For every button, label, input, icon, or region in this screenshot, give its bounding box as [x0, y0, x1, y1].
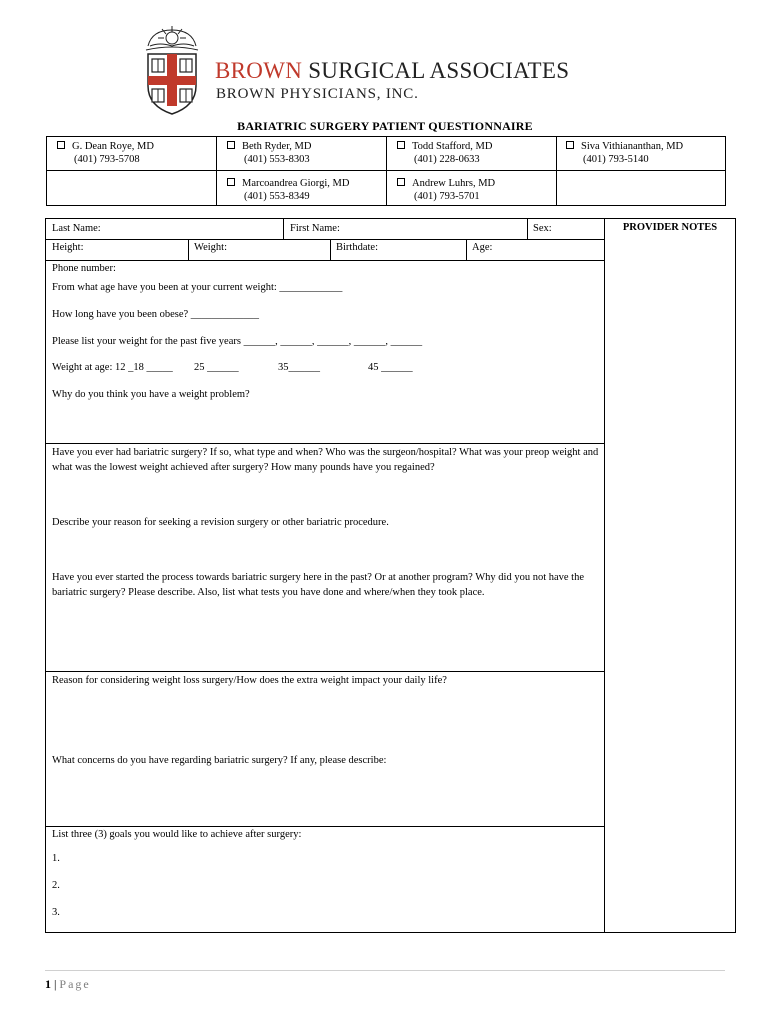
physician-phone: (401) 793-5708 — [74, 154, 140, 165]
birthdate-field[interactable]: Birthdate: — [336, 242, 378, 253]
weight-at-age-45[interactable]: 45 ______ — [368, 362, 413, 373]
divider — [46, 260, 604, 261]
question-why-weight-problem[interactable]: Why do you think you have a weight problem? — [52, 389, 250, 400]
physician-phone: (401) 228-0633 — [414, 154, 480, 165]
question-current-weight-age[interactable]: From what age have you been at your current weight: ____________ — [52, 282, 343, 293]
divider — [46, 671, 604, 672]
question-concerns[interactable]: What concerns do you have regarding bariatric surgery? If any, please describe: — [52, 755, 387, 766]
physician-table — [46, 136, 726, 206]
physician-cell-empty — [557, 171, 725, 205]
brand-name — [215, 58, 569, 84]
brand-surgical-associates: SURGICAL ASSOCIATES — [308, 58, 570, 83]
physician-phone: (401) 793-5701 — [414, 191, 480, 202]
footer-separator: | — [54, 977, 57, 991]
physician-name: Beth Ryder, MD — [242, 141, 312, 152]
divider — [330, 239, 331, 260]
physician-name: Siva Vithiananthan, MD — [581, 141, 684, 152]
provider-notes-title: PROVIDER NOTES — [622, 222, 718, 233]
goal-1-field[interactable]: 1. — [52, 853, 60, 864]
question-started-process[interactable]: Have you ever started the process towards bariatric surgery here in the past? Or at another program? Why did you not have the bariatric surgery? Please describe. Also, list what tests you have done and where/when they took place. — [52, 572, 585, 598]
goal-2-field[interactable]: 2. — [52, 880, 60, 891]
weight-at-age-25[interactable]: 25 ______ — [194, 362, 239, 373]
physician-name: Andrew Luhrs, MD — [412, 178, 496, 189]
question-prior-bariatric-surgery[interactable]: Have you ever had bariatric surgery? If so, what type and when? Who was the surgeon/hospital? What was your preop weight and what was the lowest weight achieved after surgery? How many pounds have you regained? — [52, 447, 599, 473]
questionnaire-form — [45, 218, 605, 933]
sex-field[interactable]: Sex: — [533, 223, 552, 234]
age-field[interactable]: Age: — [472, 242, 493, 253]
physician-option[interactable] — [397, 140, 492, 166]
divider — [46, 443, 604, 444]
checkbox[interactable] — [57, 141, 65, 149]
question-revision-reason[interactable]: Describe your reason for seeking a revision surgery or other bariatric procedure. — [52, 517, 389, 528]
page-label: Page — [59, 977, 91, 991]
goal-3-field[interactable]: 3. — [52, 907, 60, 918]
physician-option[interactable] — [397, 177, 495, 203]
document-title: BARIATRIC SURGERY PATIENT QUESTIONNAIRE — [237, 119, 533, 133]
physician-name: G. Dean Roye, MD — [72, 141, 154, 152]
physician-option[interactable] — [566, 140, 683, 166]
physician-option[interactable] — [57, 140, 154, 166]
question-three-goals[interactable]: List three (3) goals you would like to achieve after surgery: — [52, 829, 302, 840]
physician-phone: (401) 553-8303 — [244, 154, 310, 165]
phone-number-field[interactable]: Phone number: — [52, 263, 116, 274]
page-footer — [45, 977, 91, 992]
checkbox[interactable] — [227, 141, 235, 149]
first-name-field[interactable]: First Name: — [290, 223, 340, 234]
height-field[interactable]: Height: — [52, 242, 84, 253]
brown-shield-logo — [140, 24, 204, 116]
brand-brown: BROWN — [215, 58, 303, 83]
checkbox[interactable] — [397, 141, 405, 149]
checkbox[interactable] — [227, 178, 235, 186]
physician-phone: (401) 793-5140 — [583, 154, 649, 165]
weight-at-age-35[interactable]: 35______ — [278, 362, 320, 373]
brand-subtitle: BROWN PHYSICIANS, INC. — [216, 86, 419, 102]
question-five-year-weights[interactable]: Please list your weight for the past five years ______, ______, ______, ______, ______ — [52, 336, 423, 347]
divider — [466, 239, 467, 260]
physician-cell-empty — [47, 171, 217, 205]
question-how-long-obese[interactable]: How long have you been obese? _____________ — [52, 309, 260, 320]
provider-notes-panel[interactable] — [605, 218, 736, 933]
physician-option[interactable] — [227, 177, 349, 203]
question-reason-weight-loss-surgery[interactable]: Reason for considering weight loss surgery/How does the extra weight impact your daily life? — [52, 675, 447, 686]
physician-name: Marcoandrea Giorgi, MD — [242, 178, 350, 189]
last-name-field[interactable]: Last Name: — [52, 223, 101, 234]
footer-divider — [45, 970, 725, 971]
weight-field[interactable]: Weight: — [194, 242, 227, 253]
divider — [527, 219, 528, 239]
divider — [188, 239, 189, 260]
divider — [46, 239, 604, 240]
weight-at-age-12-18[interactable]: Weight at age: 12 _18 _____ — [52, 362, 173, 373]
physician-phone: (401) 553-8349 — [244, 191, 310, 202]
checkbox[interactable] — [566, 141, 574, 149]
physician-name: Todd Stafford, MD — [412, 141, 493, 152]
checkbox[interactable] — [397, 178, 405, 186]
divider — [283, 219, 284, 239]
physician-option[interactable] — [227, 140, 311, 166]
page-number: 1 — [45, 977, 51, 991]
